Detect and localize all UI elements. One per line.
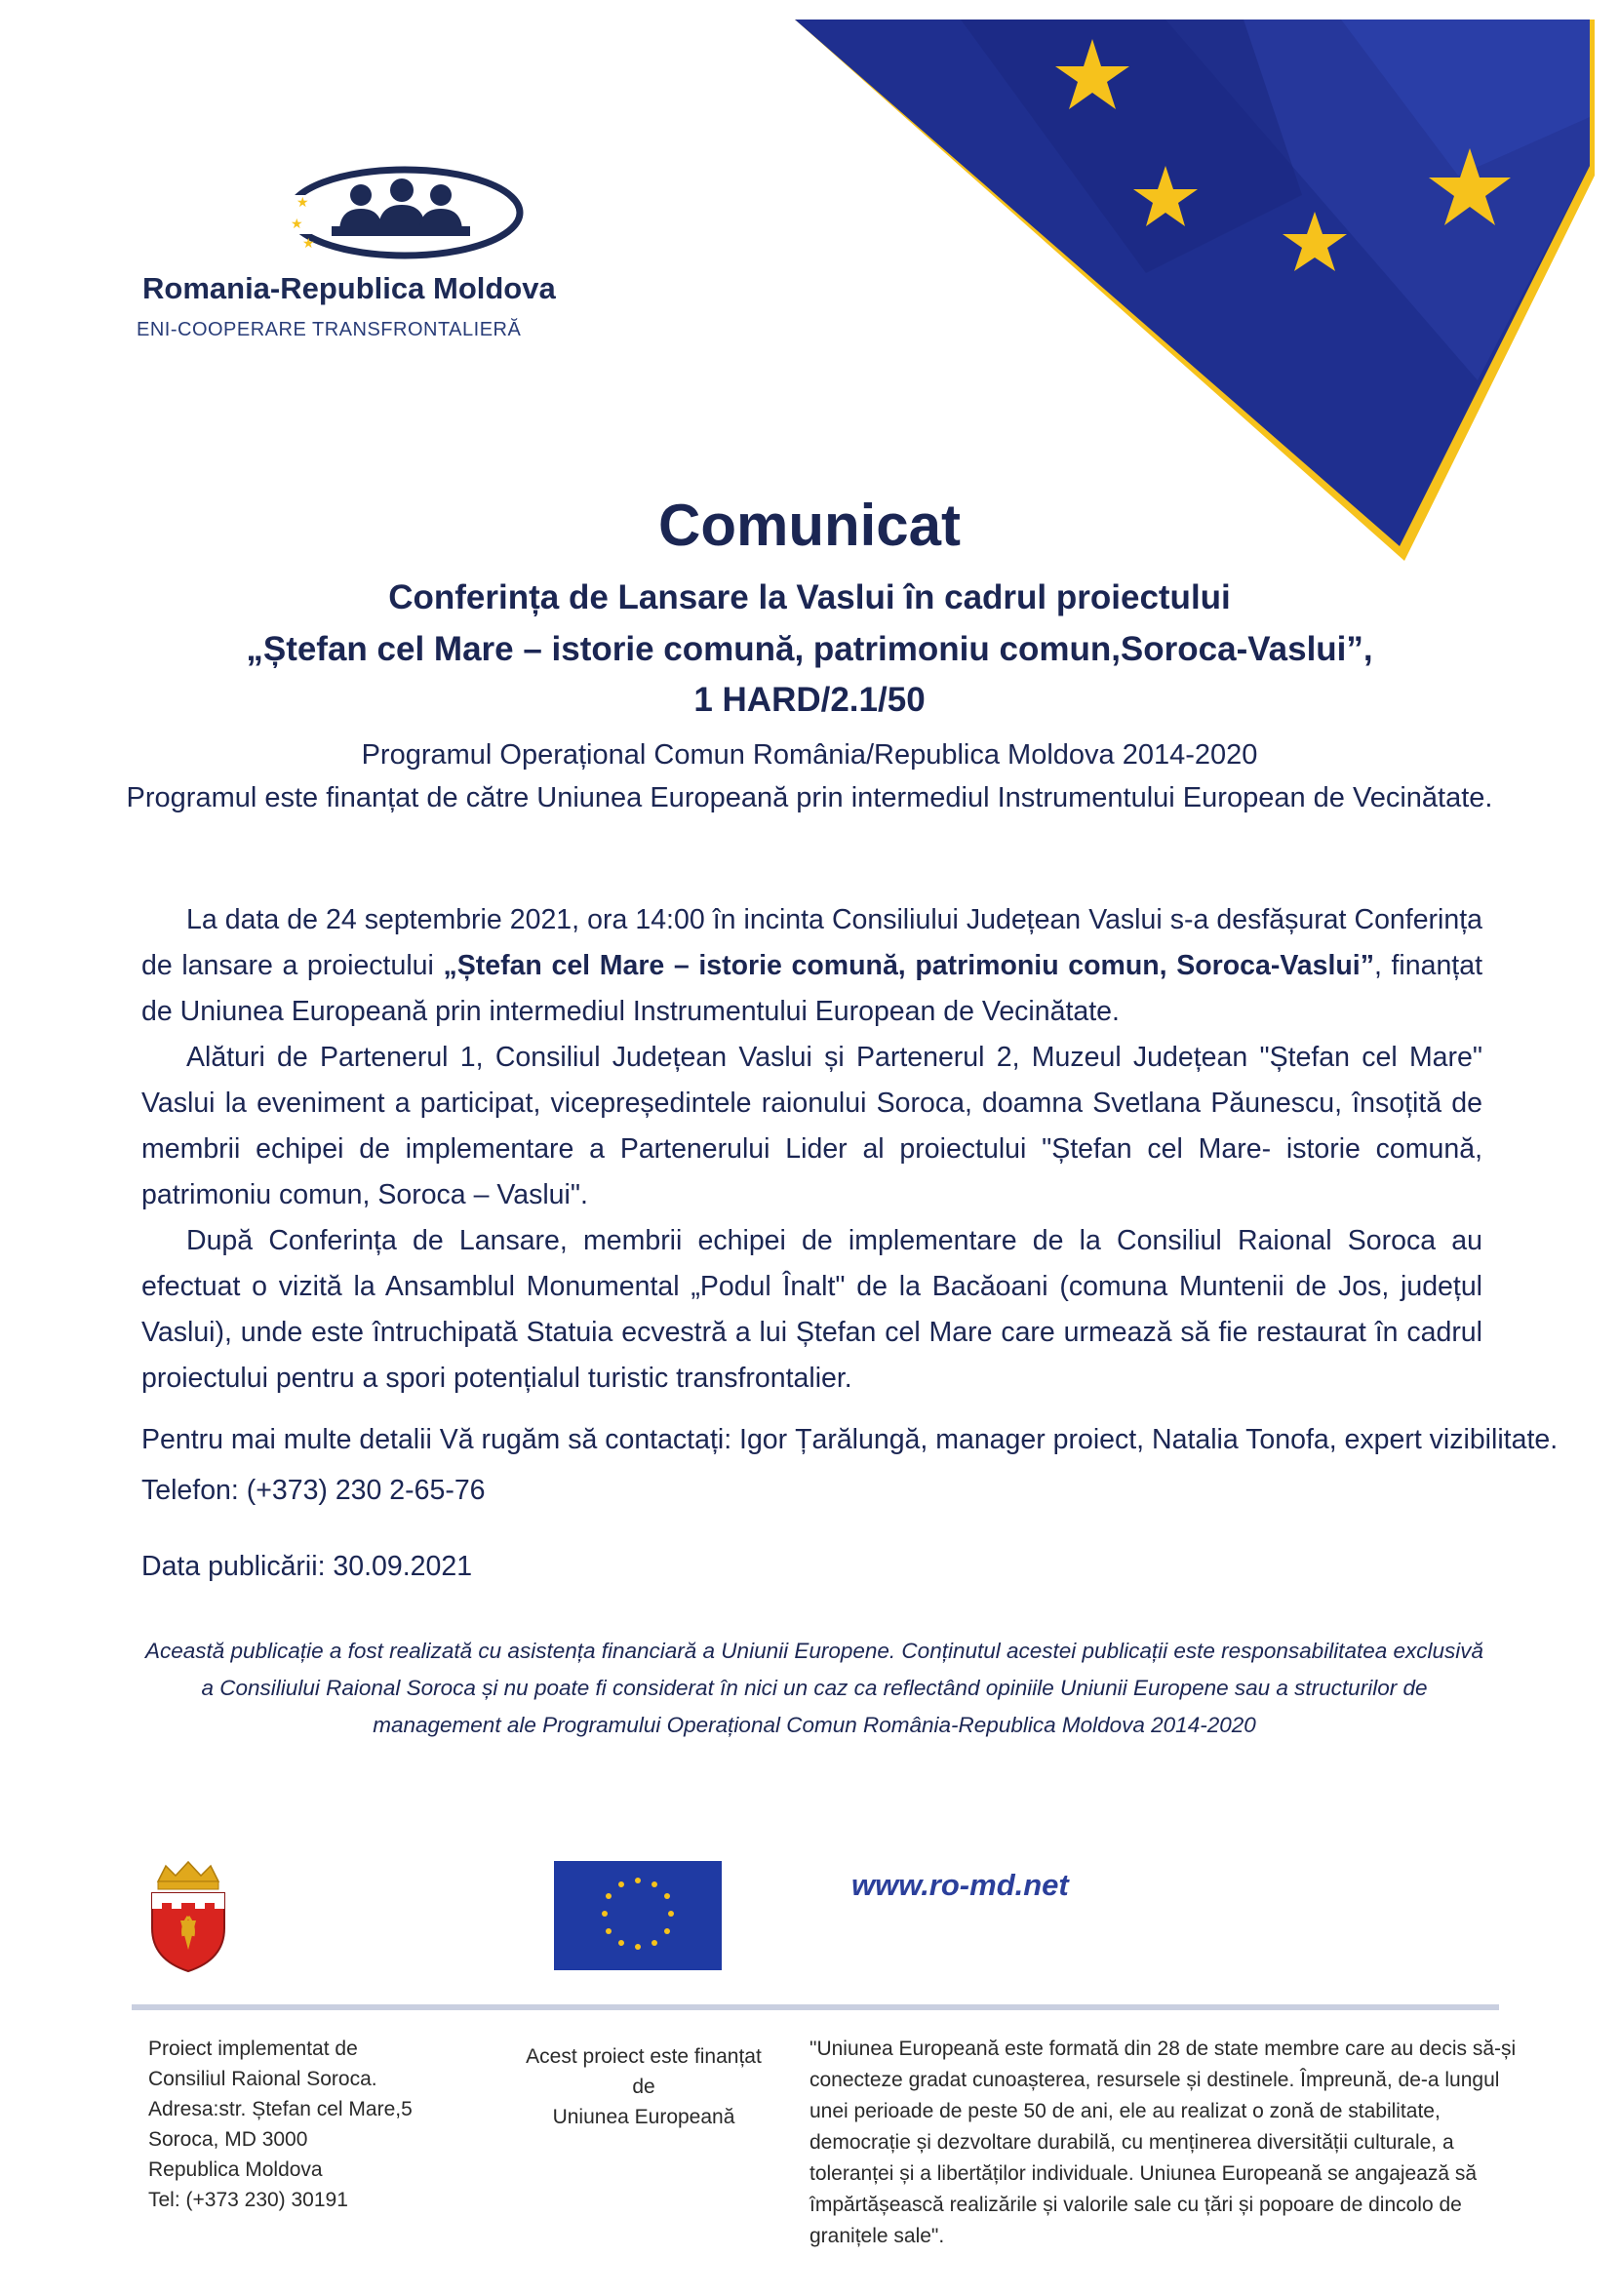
footer-mid-line: de <box>632 2076 655 2098</box>
title-block <box>107 488 1512 819</box>
footer-left-line: Adresa:str. Ștefan cel Mare,5 <box>148 2098 413 2120</box>
subtitle-line-1: Conferința de Lansare la Vaslui în cadrul proiectului <box>388 578 1231 616</box>
program-name: Programul Operațional Comun România/Republica Moldova 2014-2020 <box>361 739 1258 771</box>
footer-right-line: unei perioade de peste 50 de ani, ele au realizat o zonă de stabilitate, <box>810 2100 1441 2122</box>
footer-right-line: "Uniunea Europeană este formată din 28 de state membre care au decis să-și <box>810 2038 1517 2060</box>
page-title: Comunicat <box>657 493 962 558</box>
paragraph-1-project-name: „Ștefan cel Mare – istorie comună, patrimoniu comun, Soroca-Vaslui” <box>443 950 1374 981</box>
project-code: 1 HARD/2.1/50 <box>693 681 926 719</box>
footer-implementer <box>148 2034 441 2215</box>
footer-left-line: Republica Moldova <box>148 2158 323 2181</box>
body-text <box>141 897 1482 1402</box>
paragraph-1-text-b: , finanțat de Uniunea Europeană prin intermediul Instrumentului European de Vecinătate. <box>141 950 1482 1027</box>
logo-name: Romania-Republica Moldova <box>142 271 556 305</box>
svg-text:★: ★ <box>302 236 315 252</box>
footer-left-line: Soroca, MD 3000 <box>148 2128 308 2151</box>
paragraph-1-text-a: La data de 24 septembrie 2021, ora 14:00 în incinta Consiliului Județean Vaslui s-a desfășurat Conferința de lansare a proiectului <box>141 904 1482 981</box>
paragraph-3: După Conferința de Lansare, membrii echipei de implementare de la Consiliul Raional Soroca au efectuat o vizită la Ansamblul Monumental „Podul Înalt" de la Bacăoani (comuna Muntenii de Jos, județul Vaslui), unde este întruchipată Statuia ecvestră a lui Ștefan cel Mare care urmează să fie restaurat în cadrul proiectului pentru a spori potențialul turistic transfrontalier. <box>141 1225 1482 1394</box>
people-group-logo-icon <box>234 156 566 273</box>
logo-subtitle: ENI-COOPERARE TRANSFRONTALIERĂ <box>137 319 522 340</box>
contact-info <box>141 1414 1559 1516</box>
footer-right-line: granițele sale". <box>810 2225 945 2247</box>
footer-mid-line: Acest proiect este finanțat <box>526 2045 762 2068</box>
disclaimer-line-2: a Consiliului Raional Soroca și nu poate fi considerat în nici un caz ca reflectând opiniile Uniunii Europene sau a structurilor de <box>201 1676 1428 1700</box>
funding-note: Programul este finanțat de către Uniunea Europeană prin intermediul Instrumentului European de Vecinătate. <box>126 782 1493 813</box>
footer-left-line: Proiect implementat de <box>148 2038 358 2060</box>
footer-right-line: toleranței și a libertăților individuale. Uniunea Europeană se angajează să <box>810 2162 1478 2185</box>
disclaimer-line-1: Această publicație a fost realizată cu asistența financiară a Uniunii Europene. Conținutul acestei publicații este responsabilitatea exclusivă <box>144 1639 1484 1663</box>
svg-text:★: ★ <box>291 217 303 232</box>
eu-flag-icon <box>554 1861 722 1970</box>
paragraph-2: Alături de Partenerul 1, Consiliul Județean Vaslui și Partenerul 2, Muzeul Județean "Ștefan cel Mare" Vaslui la eveniment a participat, vicepreședintele raionului Soroca, doamna Svetlana Păunescu, însoțită de membrii echipei de implementare a Partenerului Lider al proiectului "Ștefan cel Mare- istorie comună, patrimoniu comun, Soroca – Vaslui". <box>141 1042 1482 1210</box>
eu-stars-corner-icon <box>795 20 1595 566</box>
footer-right-line: conecteze gradat cunoașterea, resursele și destinele. Împreună, de-a lungul <box>810 2069 1500 2091</box>
paragraph-1 <box>141 897 1482 1035</box>
website-link[interactable]: www.ro-md.net <box>851 1868 1069 1902</box>
disclaimer-line-3: management ale Programului Operațional Comun România-Republica Moldova 2014-2020 <box>373 1713 1256 1737</box>
footer-mid-line: Uniunea Europeană <box>552 2106 735 2128</box>
footer-left-line: Consiliul Raional Soroca. <box>148 2068 377 2090</box>
footer-right-line: împărtășească realizările și valorile sale cu țări și popoare de dincolo de <box>810 2194 1462 2216</box>
footer-eu-statement <box>810 2034 1517 2252</box>
footer-right-line: democrație și dezvoltare durabilă, cu menținerea diversității culturale, a <box>810 2131 1454 2154</box>
subtitle-line-2: „Ștefan cel Mare – istorie comună, patrimoniu comun,Soroca-Vaslui”, <box>246 630 1373 668</box>
soroca-coat-of-arms-icon <box>144 1858 232 1975</box>
footer-funding <box>507 2041 780 2132</box>
footer-left-line: Tel: (+373 230) 30191 <box>148 2189 348 2211</box>
svg-text:★: ★ <box>296 195 309 211</box>
eu-disclaimer <box>137 1633 1492 1744</box>
contact-line: Pentru mai multe detalii Vă rugăm să contactați: Igor Țarălungă, manager proiect, Natalia Tonofa, expert vizibilitate. <box>141 1424 1559 1455</box>
contact-phone: Telefon: (+373) 230 2-65-76 <box>141 1475 486 1506</box>
footer-divider <box>132 2004 1499 2010</box>
publication-date: Data publicării: 30.09.2021 <box>141 1551 473 1582</box>
